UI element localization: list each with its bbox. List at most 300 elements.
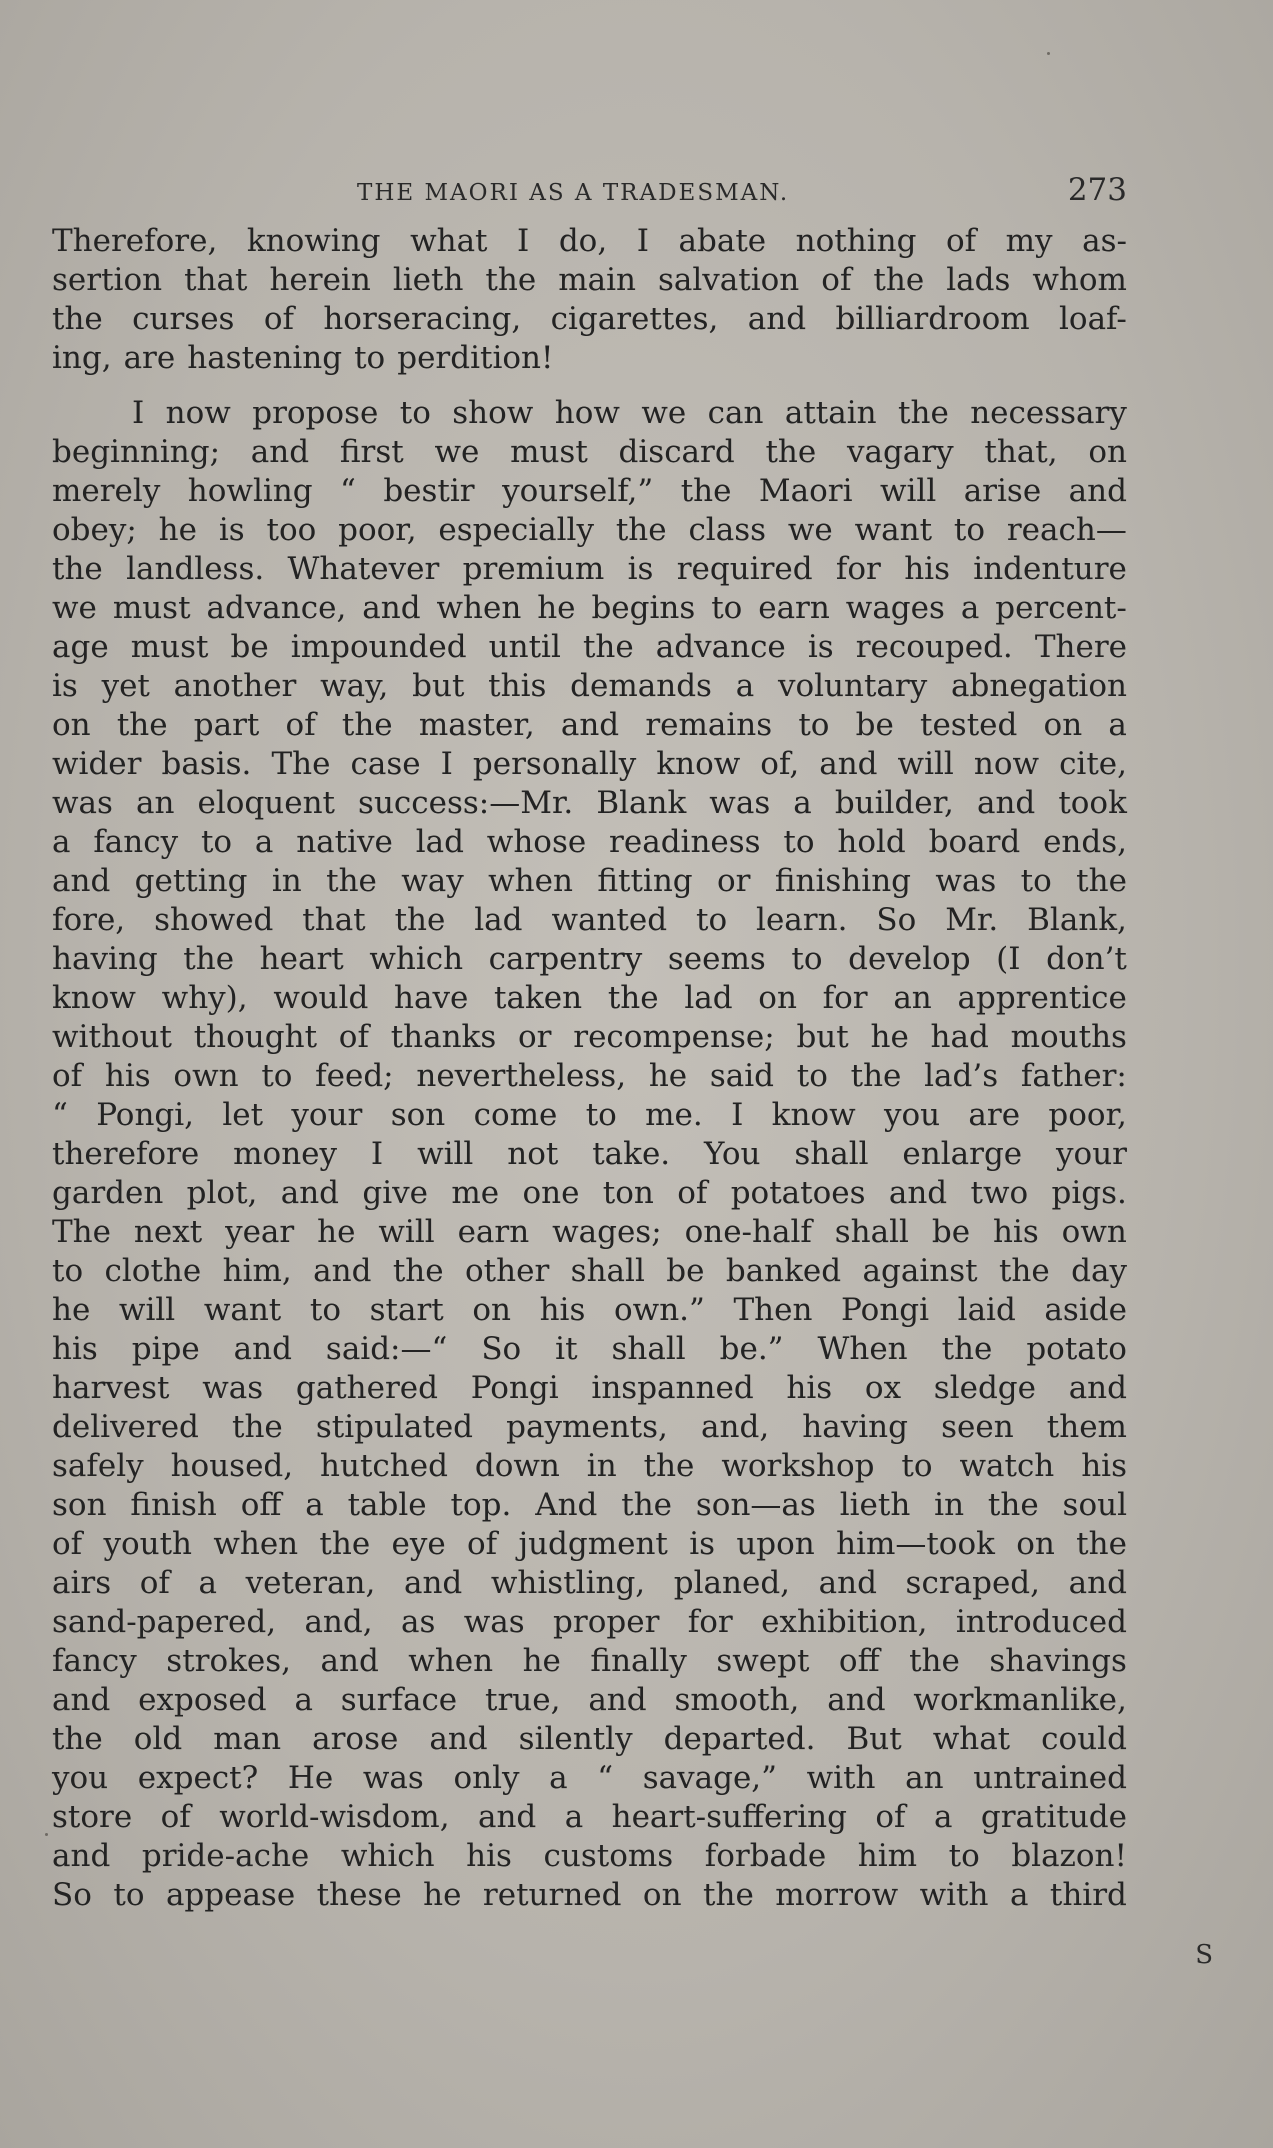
word: poor, bbox=[338, 512, 417, 548]
word: be bbox=[666, 1253, 705, 1289]
word: these bbox=[316, 1877, 402, 1913]
word: that, bbox=[984, 434, 1058, 470]
word: the bbox=[621, 1487, 673, 1523]
word: which bbox=[369, 941, 464, 977]
word: whistling, bbox=[490, 1565, 646, 1601]
word: it bbox=[555, 1331, 578, 1367]
word: exposed bbox=[138, 1682, 267, 1718]
word: potato bbox=[1026, 1331, 1127, 1367]
word: be bbox=[931, 1214, 971, 1250]
running-head bbox=[52, 170, 1127, 218]
book-page bbox=[52, 170, 1127, 1915]
word: are bbox=[968, 1097, 1021, 1133]
word: the bbox=[850, 1058, 902, 1094]
word: native bbox=[296, 824, 393, 860]
word: my bbox=[1005, 223, 1053, 259]
word: his bbox=[466, 1838, 512, 1874]
word: discard bbox=[618, 434, 735, 470]
word: showed bbox=[154, 902, 274, 938]
word: of bbox=[338, 1019, 369, 1055]
word: howling bbox=[187, 473, 313, 509]
word: lads bbox=[946, 262, 1011, 298]
text-line bbox=[52, 472, 1127, 511]
word: that bbox=[302, 902, 366, 938]
word: but bbox=[796, 1019, 849, 1055]
word: and bbox=[429, 1721, 488, 1757]
word: So bbox=[481, 1331, 522, 1367]
word: hold bbox=[837, 824, 906, 860]
word: do, bbox=[558, 223, 608, 259]
paper-speck bbox=[45, 1833, 48, 1836]
text-line bbox=[52, 628, 1127, 667]
word: him—took bbox=[836, 1526, 995, 1562]
word: the bbox=[319, 1526, 371, 1562]
text-line bbox=[52, 261, 1127, 300]
text-line bbox=[52, 1759, 1127, 1798]
word: of bbox=[677, 1175, 708, 1211]
word: store bbox=[52, 1799, 133, 1835]
word: is bbox=[689, 1526, 716, 1562]
word: or bbox=[717, 863, 751, 899]
word: gratitude bbox=[980, 1799, 1127, 1835]
word: arise bbox=[963, 473, 1042, 509]
word: eye bbox=[391, 1526, 446, 1562]
word: a bbox=[305, 1487, 324, 1523]
word: on bbox=[1016, 1526, 1055, 1562]
word: would bbox=[273, 980, 369, 1016]
word: was bbox=[362, 1760, 424, 1796]
word: the bbox=[607, 980, 659, 1016]
word: to bbox=[711, 590, 743, 626]
text-line bbox=[52, 784, 1127, 823]
word: until bbox=[488, 629, 561, 665]
word: the bbox=[909, 1643, 960, 1679]
word: to bbox=[953, 512, 986, 548]
word: swept bbox=[716, 1643, 810, 1679]
word: and bbox=[827, 1682, 886, 1718]
word: Blank bbox=[596, 785, 687, 821]
word: class bbox=[688, 512, 767, 548]
word: father: bbox=[1020, 1058, 1127, 1094]
word: wages; bbox=[552, 1214, 662, 1250]
word: down bbox=[474, 1448, 560, 1484]
word: what bbox=[932, 1721, 1011, 1757]
word: as bbox=[400, 1604, 436, 1640]
word: be bbox=[855, 707, 894, 743]
word: hutched bbox=[320, 1448, 448, 1484]
word: and bbox=[52, 863, 111, 899]
word: delivered bbox=[52, 1409, 199, 1445]
word: must bbox=[112, 590, 191, 626]
word: cite, bbox=[1059, 746, 1127, 782]
word: the bbox=[765, 434, 817, 470]
text-line bbox=[52, 1213, 1127, 1252]
word: salvation bbox=[657, 262, 800, 298]
text-line bbox=[52, 1174, 1127, 1213]
word: merely bbox=[52, 473, 161, 509]
word: when bbox=[488, 863, 573, 899]
word: had bbox=[930, 1019, 989, 1055]
word: want bbox=[854, 512, 933, 548]
word: be bbox=[230, 629, 269, 665]
word: too bbox=[266, 512, 317, 548]
word: his bbox=[539, 1292, 586, 1328]
word: shall bbox=[794, 1136, 869, 1172]
word: vagary bbox=[846, 434, 954, 470]
word: When bbox=[817, 1331, 908, 1367]
word: a bbox=[933, 1799, 953, 1835]
word: potatoes bbox=[730, 1175, 866, 1211]
word: his bbox=[104, 1058, 151, 1094]
word: nevertheless, bbox=[416, 1058, 627, 1094]
word: how bbox=[554, 395, 620, 431]
word: of bbox=[875, 1799, 906, 1835]
word: two bbox=[970, 1175, 1029, 1211]
word: world-wisdom, bbox=[219, 1799, 450, 1835]
word: “ bbox=[340, 473, 356, 509]
word: and bbox=[888, 1175, 948, 1211]
word: returned bbox=[482, 1877, 622, 1913]
word: of bbox=[945, 223, 977, 259]
word: true, bbox=[485, 1682, 561, 1718]
word: safely bbox=[52, 1448, 144, 1484]
word: smooth, bbox=[674, 1682, 800, 1718]
word: and bbox=[52, 1682, 111, 1718]
word: attain bbox=[784, 395, 877, 431]
word: and bbox=[280, 1175, 340, 1211]
word: billiardroom bbox=[835, 301, 1030, 337]
word: to bbox=[113, 1877, 145, 1913]
text-line bbox=[52, 745, 1127, 784]
word: the bbox=[52, 301, 103, 337]
word: son bbox=[390, 1097, 446, 1133]
word: the bbox=[582, 629, 634, 665]
word: seen bbox=[941, 1409, 1014, 1445]
word: shall bbox=[611, 1331, 686, 1367]
word: was bbox=[463, 1604, 525, 1640]
word: a bbox=[254, 824, 274, 860]
text-line bbox=[52, 1057, 1127, 1096]
word: housed, bbox=[170, 1448, 294, 1484]
word: come bbox=[473, 1097, 558, 1133]
word: to bbox=[52, 1253, 84, 1289]
word: savage,” bbox=[642, 1760, 778, 1796]
word: demands bbox=[570, 668, 712, 704]
word: forbade bbox=[704, 1838, 827, 1874]
word: in bbox=[271, 863, 302, 899]
text-line bbox=[52, 667, 1127, 706]
word: old bbox=[133, 1721, 183, 1757]
word: hastening bbox=[187, 340, 343, 376]
word: So bbox=[876, 902, 917, 938]
word: is bbox=[218, 512, 245, 548]
word: to bbox=[696, 902, 728, 938]
word: and bbox=[819, 746, 878, 782]
word: your bbox=[1056, 1136, 1127, 1172]
word: as- bbox=[1082, 223, 1127, 259]
word: the bbox=[341, 707, 393, 743]
word: Then bbox=[733, 1292, 813, 1328]
word: inspanned bbox=[591, 1370, 754, 1406]
text-line bbox=[52, 1369, 1127, 1408]
word: airs bbox=[52, 1565, 112, 1601]
word: said bbox=[709, 1058, 775, 1094]
word: on bbox=[1043, 707, 1083, 743]
word: But bbox=[846, 1721, 902, 1757]
word: and bbox=[1068, 1565, 1127, 1601]
word: obey; bbox=[52, 512, 137, 548]
word: to bbox=[309, 1292, 341, 1328]
word: having bbox=[52, 941, 158, 977]
word: the bbox=[116, 707, 168, 743]
word: lad’s bbox=[924, 1058, 999, 1094]
word: must bbox=[130, 629, 209, 665]
word: strokes, bbox=[166, 1643, 292, 1679]
word: loaf- bbox=[1059, 301, 1127, 337]
word: off bbox=[240, 1487, 282, 1523]
word: is bbox=[627, 551, 654, 587]
word: will bbox=[879, 473, 937, 509]
word: shall bbox=[570, 1253, 645, 1289]
word: what bbox=[410, 223, 488, 259]
text-line bbox=[52, 339, 1127, 378]
word: silently bbox=[518, 1721, 633, 1757]
word: upon bbox=[736, 1526, 815, 1562]
word: fore, bbox=[52, 902, 126, 938]
word: whose bbox=[486, 824, 587, 860]
word: one bbox=[522, 1175, 580, 1211]
word: next bbox=[133, 1214, 203, 1250]
word: take. bbox=[592, 1136, 671, 1172]
word: on bbox=[472, 1292, 511, 1328]
word: for bbox=[687, 1604, 733, 1640]
word: arose bbox=[312, 1721, 399, 1757]
word: readiness bbox=[609, 824, 761, 860]
word: to bbox=[200, 824, 233, 860]
word: soul bbox=[1062, 1487, 1127, 1523]
word: The bbox=[52, 1214, 111, 1250]
word: for bbox=[822, 980, 868, 1016]
word: and bbox=[747, 301, 807, 337]
word: and bbox=[313, 1253, 372, 1289]
text-line bbox=[52, 394, 1127, 433]
word: own.” bbox=[614, 1292, 705, 1328]
text-line bbox=[52, 589, 1127, 628]
word: appease bbox=[165, 1877, 296, 1913]
word: let bbox=[222, 1097, 264, 1133]
word: tested bbox=[920, 707, 1018, 743]
word: the bbox=[680, 473, 732, 509]
word: to bbox=[1020, 863, 1052, 899]
word: indenture bbox=[973, 551, 1127, 587]
text-line bbox=[52, 1642, 1127, 1681]
word: percent- bbox=[995, 590, 1127, 626]
word: thanks bbox=[390, 1019, 497, 1055]
word: “ bbox=[52, 1097, 68, 1133]
text-line bbox=[52, 1291, 1127, 1330]
word: therefore bbox=[52, 1136, 200, 1172]
word: Maori bbox=[758, 473, 853, 509]
word: stipulated bbox=[315, 1409, 474, 1445]
word: the bbox=[998, 1253, 1050, 1289]
paper-speck bbox=[1047, 52, 1050, 55]
word: them bbox=[1046, 1409, 1127, 1445]
word: payments, bbox=[506, 1409, 668, 1445]
word: heart-suffering bbox=[611, 1799, 847, 1835]
word: the bbox=[898, 395, 949, 431]
word: he bbox=[52, 1292, 91, 1328]
word: remains bbox=[645, 707, 773, 743]
word: third bbox=[1049, 1877, 1127, 1913]
word: learn. bbox=[756, 902, 848, 938]
text-line bbox=[52, 1252, 1127, 1291]
word: the bbox=[1076, 1526, 1127, 1562]
word: a bbox=[198, 1565, 217, 1601]
word: we bbox=[787, 512, 833, 548]
word: basis. bbox=[161, 746, 252, 782]
word: him, bbox=[222, 1253, 292, 1289]
word: part bbox=[193, 707, 260, 743]
word: personally bbox=[472, 746, 637, 782]
word: Pongi bbox=[841, 1292, 930, 1328]
word: when bbox=[436, 590, 522, 626]
word: to bbox=[791, 941, 823, 977]
word: know bbox=[656, 746, 741, 782]
word: don’t bbox=[1046, 941, 1127, 977]
word: way bbox=[401, 863, 464, 899]
word: landless. bbox=[126, 551, 265, 587]
word: day bbox=[1071, 1253, 1127, 1289]
signature-mark: S bbox=[1195, 1940, 1213, 1970]
word: proper bbox=[553, 1604, 660, 1640]
word: own bbox=[1061, 1214, 1127, 1250]
running-title: THE MAORI AS A TRADESMAN. bbox=[357, 180, 790, 206]
word: on bbox=[1088, 434, 1127, 470]
word: finish bbox=[130, 1487, 217, 1523]
word: shall bbox=[834, 1214, 909, 1250]
text-line bbox=[52, 300, 1127, 339]
word: reach— bbox=[1006, 512, 1127, 548]
word: yet bbox=[101, 668, 150, 704]
word: only bbox=[453, 1760, 520, 1796]
word: veteran, bbox=[245, 1565, 376, 1601]
word: ton bbox=[602, 1175, 654, 1211]
word: table bbox=[347, 1487, 427, 1523]
word: required bbox=[676, 551, 813, 587]
text-line bbox=[52, 1330, 1127, 1369]
word: to bbox=[354, 340, 386, 376]
word: “ bbox=[597, 1760, 614, 1796]
word: lad bbox=[474, 902, 523, 938]
word: and, bbox=[304, 1604, 373, 1640]
word: ends, bbox=[1043, 824, 1127, 860]
word: (I bbox=[996, 941, 1021, 977]
text-line bbox=[52, 940, 1127, 979]
word: case bbox=[350, 746, 421, 782]
word: expect? bbox=[137, 1760, 259, 1796]
word: and bbox=[1068, 473, 1127, 509]
word: I bbox=[731, 1097, 744, 1133]
text-line bbox=[52, 511, 1127, 550]
word: a bbox=[294, 1682, 313, 1718]
word: pipe bbox=[131, 1331, 200, 1367]
word: herein bbox=[269, 262, 371, 298]
word: and bbox=[362, 590, 421, 626]
word: pigs. bbox=[1051, 1175, 1127, 1211]
word: your bbox=[291, 1097, 363, 1133]
word: have bbox=[394, 980, 469, 1016]
word: the bbox=[52, 551, 103, 587]
word: lad bbox=[684, 980, 733, 1016]
word: earn bbox=[457, 1214, 530, 1250]
word: on bbox=[642, 1877, 682, 1913]
word: sledge bbox=[933, 1370, 1036, 1406]
word: to bbox=[796, 1058, 828, 1094]
text-line bbox=[52, 1720, 1127, 1759]
word: thought bbox=[193, 1019, 318, 1055]
text-line bbox=[52, 433, 1127, 472]
word: we bbox=[434, 434, 480, 470]
text-line bbox=[52, 823, 1127, 862]
word: morrow bbox=[775, 1877, 899, 1913]
word: one-half bbox=[684, 1214, 812, 1250]
word: will bbox=[417, 1136, 474, 1172]
text-line bbox=[52, 1135, 1127, 1174]
word: an bbox=[905, 1760, 944, 1796]
word: can bbox=[707, 395, 764, 431]
word: especially bbox=[438, 512, 594, 548]
word: an bbox=[135, 785, 175, 821]
word: wanted bbox=[551, 902, 668, 938]
word: premium bbox=[462, 551, 605, 587]
word: cigarettes, bbox=[550, 301, 719, 337]
word: planed, bbox=[673, 1565, 791, 1601]
word: There bbox=[1034, 629, 1127, 665]
word: I bbox=[636, 223, 649, 259]
word: scraped, bbox=[905, 1565, 1041, 1601]
word: master, bbox=[418, 707, 535, 743]
word: me bbox=[451, 1175, 500, 1211]
word: I bbox=[440, 746, 453, 782]
word: is bbox=[52, 668, 78, 704]
text-line bbox=[52, 222, 1127, 261]
word: ing, bbox=[52, 340, 112, 376]
word: abnegation bbox=[951, 668, 1127, 704]
word: start bbox=[369, 1292, 444, 1328]
word: recompense; bbox=[573, 1019, 775, 1055]
word: the bbox=[183, 941, 235, 977]
word: and bbox=[403, 1565, 463, 1601]
word: begins bbox=[591, 590, 696, 626]
text-line bbox=[52, 1603, 1127, 1642]
word: son—as bbox=[695, 1487, 816, 1523]
word: the bbox=[485, 262, 537, 298]
page-number: 273 bbox=[1067, 172, 1127, 208]
word: his bbox=[1081, 1448, 1127, 1484]
word: propose bbox=[252, 395, 379, 431]
word: heart bbox=[259, 941, 344, 977]
word: apprentice bbox=[957, 980, 1127, 1016]
word: and bbox=[818, 1565, 877, 1601]
word: we bbox=[52, 590, 97, 626]
word: and bbox=[52, 1838, 111, 1874]
word: I bbox=[132, 395, 145, 431]
word: enlarge bbox=[902, 1136, 1023, 1172]
word: blazon! bbox=[1011, 1838, 1127, 1874]
word: impounded bbox=[290, 629, 467, 665]
word: in bbox=[586, 1448, 617, 1484]
word: pride-ache bbox=[141, 1838, 310, 1874]
